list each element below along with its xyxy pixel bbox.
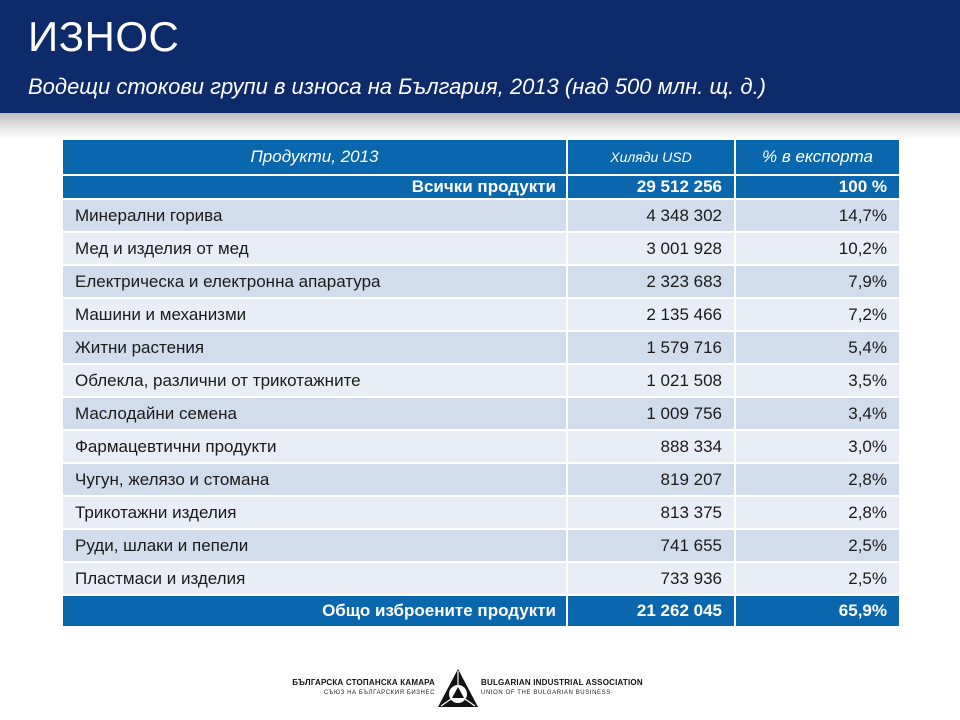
product-share: 10,2% xyxy=(735,232,900,265)
slide-subtitle: Водещи стокови групи в износа на България, 2013 (над 500 млн. щ. д.) xyxy=(28,74,767,99)
product-share: 7,2% xyxy=(735,298,900,331)
table-row xyxy=(62,298,900,331)
logo-text-bg xyxy=(292,678,435,696)
table-row xyxy=(62,265,900,298)
product-value: 733 936 xyxy=(567,562,735,595)
slide-header xyxy=(0,0,960,113)
slide-title: ИЗНОС xyxy=(28,13,180,60)
product-share: 7,9% xyxy=(735,265,900,298)
summary-row xyxy=(62,595,900,627)
product-name: Облекла, различни от трикотажните xyxy=(62,364,567,397)
table-row xyxy=(62,331,900,364)
product-value: 813 375 xyxy=(567,496,735,529)
product-share: 3,5% xyxy=(735,364,900,397)
summary-share: 65,9% xyxy=(735,595,900,627)
table-row xyxy=(62,232,900,265)
product-share: 5,4% xyxy=(735,331,900,364)
product-name: Фармацевтични продукти xyxy=(62,430,567,463)
product-value: 1 009 756 xyxy=(567,397,735,430)
logo-bg-tagline: СЪЮЗ НА БЪЛГАРСКИЯ БИЗНЕС xyxy=(323,690,435,696)
logo-en-tagline: UNION OF THE BULGARIAN BUSINESS xyxy=(481,690,611,696)
table-header-row xyxy=(62,139,900,175)
product-name: Пластмаси и изделия xyxy=(62,562,567,595)
product-name: Трикотажни изделия xyxy=(62,496,567,529)
summary-label: Общо изброените продукти xyxy=(62,595,567,627)
product-share: 3,4% xyxy=(735,397,900,430)
export-table xyxy=(61,138,901,628)
table-row xyxy=(62,199,900,232)
product-value: 888 334 xyxy=(567,430,735,463)
product-value: 4 348 302 xyxy=(567,199,735,232)
product-share: 14,7% xyxy=(735,199,900,232)
column-header-products: Продукти, 2013 xyxy=(62,139,567,175)
logo-text-en xyxy=(481,678,643,696)
total-value: 29 512 256 xyxy=(567,175,735,199)
table-row xyxy=(62,496,900,529)
product-value: 1 021 508 xyxy=(567,364,735,397)
product-share: 2,8% xyxy=(735,463,900,496)
product-name: Маслодайни семена xyxy=(62,397,567,430)
table-row xyxy=(62,529,900,562)
header-divider-band xyxy=(0,113,960,139)
product-value: 819 207 xyxy=(567,463,735,496)
product-value: 741 655 xyxy=(567,529,735,562)
logo-bg-name: БЪЛГАРСКА СТОПАНСКА КАМАРА xyxy=(292,678,435,687)
product-name: Житни растения xyxy=(62,331,567,364)
column-header-value: Хиляди USD xyxy=(567,139,735,175)
table-row xyxy=(62,562,900,595)
table-row xyxy=(62,430,900,463)
product-name: Машини и механизми xyxy=(62,298,567,331)
table-row xyxy=(62,364,900,397)
product-share: 2,5% xyxy=(735,529,900,562)
total-label: Всички продукти xyxy=(62,175,567,199)
product-name: Електрическа и електронна апаратура xyxy=(62,265,567,298)
product-share: 2,5% xyxy=(735,562,900,595)
bia-emblem-icon xyxy=(436,667,480,711)
product-value: 2 135 466 xyxy=(567,298,735,331)
product-name: Руди, шлаки и пепели xyxy=(62,529,567,562)
product-value: 2 323 683 xyxy=(567,265,735,298)
product-name: Чугун, желязо и стомана xyxy=(62,463,567,496)
product-name: Минерални горива xyxy=(62,199,567,232)
summary-value: 21 262 045 xyxy=(567,595,735,627)
total-row xyxy=(62,175,900,199)
bia-logo xyxy=(283,667,643,711)
product-share: 2,8% xyxy=(735,496,900,529)
logo-en-name: BULGARIAN INDUSTRIAL ASSOCIATION xyxy=(481,678,643,687)
table-row xyxy=(62,463,900,496)
product-name: Мед и изделия от мед xyxy=(62,232,567,265)
table-row xyxy=(62,397,900,430)
total-share: 100 % xyxy=(735,175,900,199)
column-header-share: % в експорта xyxy=(735,139,900,175)
product-value: 3 001 928 xyxy=(567,232,735,265)
product-value: 1 579 716 xyxy=(567,331,735,364)
product-share: 3,0% xyxy=(735,430,900,463)
